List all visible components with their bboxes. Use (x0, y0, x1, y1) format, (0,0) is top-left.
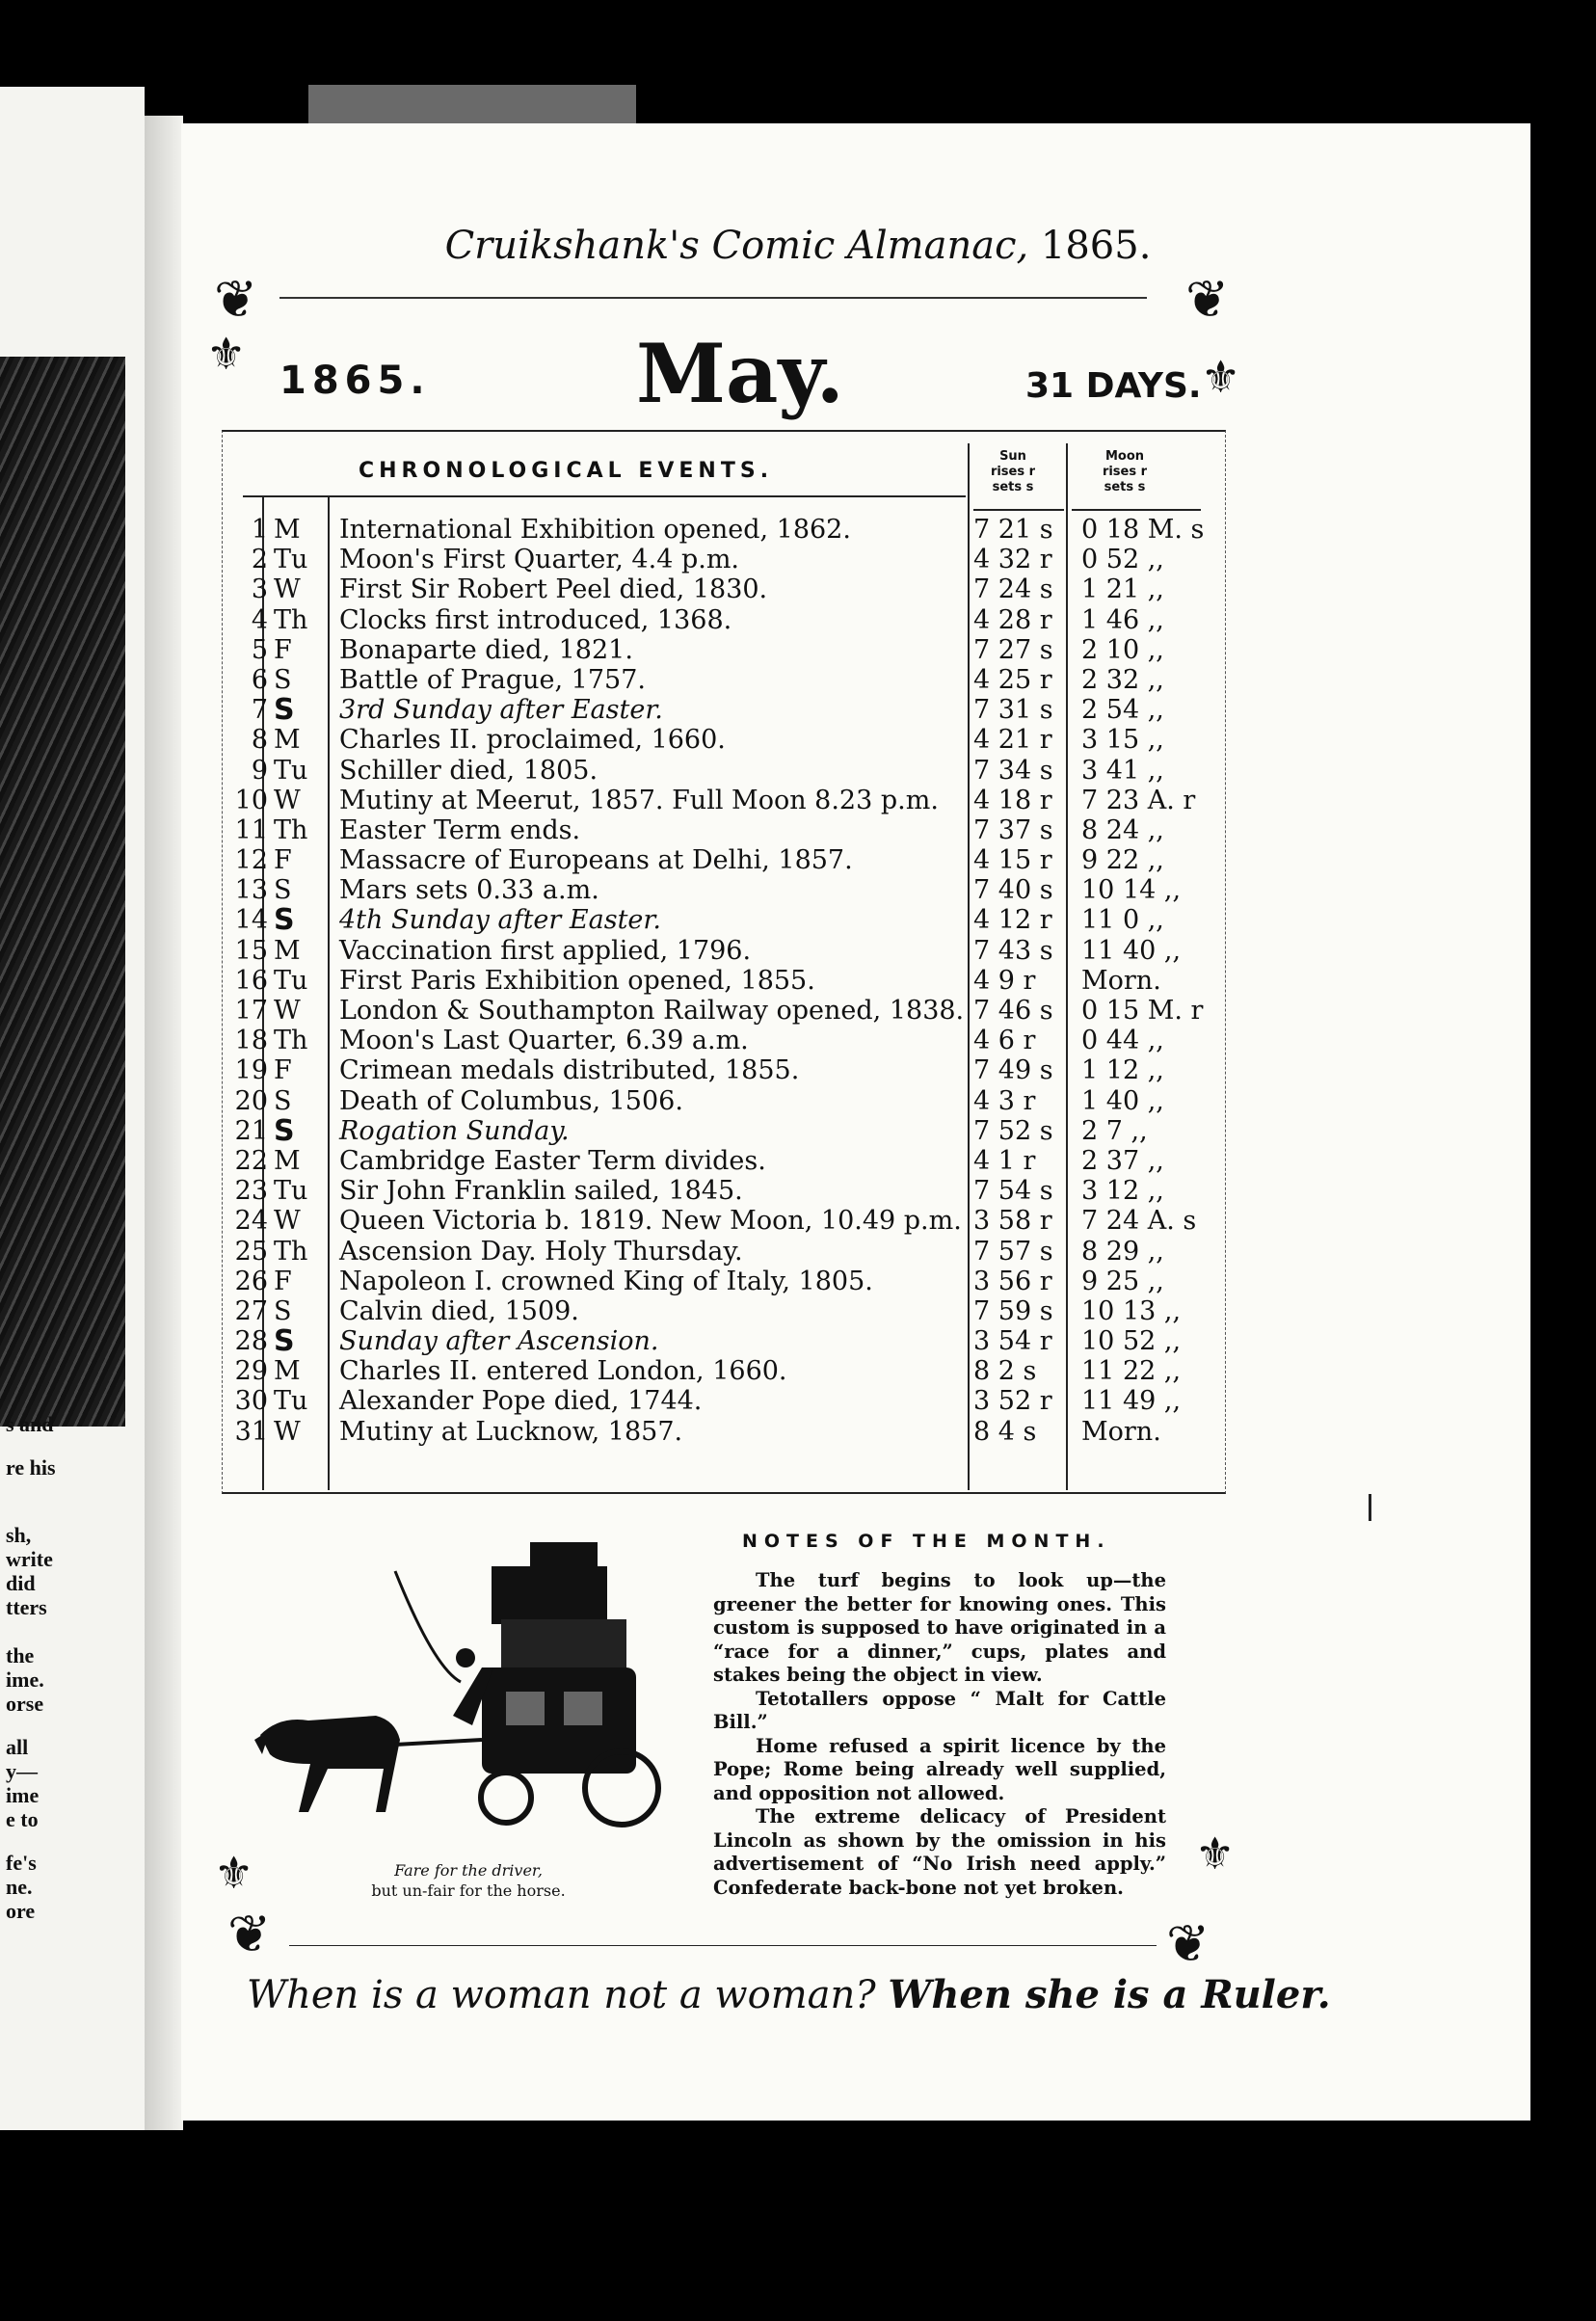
day-number: 31 (234, 1416, 268, 1447)
event-text: London & Southampton Railway opened, 1838. (339, 996, 965, 1026)
moon-time: Morn. (1081, 1416, 1161, 1447)
left-page-fragment: ne. (6, 1875, 33, 1899)
ornament-bottom-left-icon: ❦ (227, 1904, 272, 1964)
moon-time: 2 7 ,, (1081, 1115, 1148, 1146)
moon-column-header (1072, 449, 1178, 495)
moon-time: 3 15 ,, (1081, 725, 1164, 756)
event-text: Vaccination first applied, 1796. (339, 935, 752, 966)
day-number: 3 (251, 574, 268, 605)
left-page-illustration (0, 357, 125, 1427)
moon-time: 0 18 M. s (1081, 515, 1205, 545)
moon-time: 11 40 ,, (1081, 935, 1182, 966)
event-text: Moon's First Quarter, 4.4 p.m. (339, 545, 740, 575)
calendar-row (231, 756, 1234, 786)
day-number: 21 (234, 1115, 268, 1146)
weekday: F (274, 1055, 292, 1086)
day-number: 12 (234, 845, 268, 876)
event-text: Moon's Last Quarter, 6.39 a.m. (339, 1026, 749, 1056)
day-number: 6 (251, 664, 268, 695)
notes-of-the-month (713, 1569, 1166, 1900)
left-page-fragment: ime (6, 1783, 40, 1807)
calendar-row (231, 725, 1234, 755)
sun-header-line2: rises r (990, 465, 1036, 479)
calendar-row (231, 1206, 1234, 1236)
left-page-fragment: ore (6, 1899, 36, 1923)
moon-time: 9 22 ,, (1081, 845, 1164, 876)
calendar-row (231, 1055, 1234, 1085)
moon-time: 2 54 ,, (1081, 695, 1164, 726)
event-text: Alexander Pope died, 1744. (339, 1386, 703, 1417)
moon-time: 3 41 ,, (1081, 755, 1164, 786)
event-text: Battle of Prague, 1757. (339, 664, 646, 695)
left-page-fragment: s and (6, 1412, 54, 1436)
event-text: Rogation Sunday. (339, 1115, 570, 1146)
month-title: May. (636, 326, 844, 421)
ornament-top-left-icon: ❦ (214, 269, 258, 330)
fleur-bottom-left-icon: ⚜ (214, 1847, 254, 1899)
day-number: 10 (234, 785, 268, 815)
event-text: Easter Term ends. (339, 814, 581, 845)
calendar-row (231, 936, 1234, 966)
calendar-rows (231, 515, 1234, 1447)
event-text: Ascension Day. Holy Thursday. (339, 1236, 743, 1267)
calendar-row (231, 1146, 1234, 1176)
weekday: S (274, 693, 295, 728)
calendar-row (231, 515, 1234, 545)
footer-question: When is a woman not a woman? (247, 1973, 876, 2017)
day-number: 19 (234, 1055, 268, 1086)
moon-time: 0 44 ,, (1081, 1026, 1164, 1056)
event-text: Death of Columbus, 1506. (339, 1085, 683, 1116)
calendar-row (231, 605, 1234, 635)
day-number: 1 (251, 515, 268, 545)
calendar-row (231, 1086, 1234, 1116)
moon-header-rule (1072, 509, 1201, 511)
events-column-header: CHRONOLOGICAL EVENTS. (359, 459, 774, 483)
event-text: Mutiny at Lucknow, 1857. (339, 1416, 683, 1447)
day-number: 29 (234, 1356, 268, 1387)
day-number: 13 (234, 875, 268, 906)
weekday: W (274, 785, 301, 815)
sun-column-header (966, 449, 1060, 495)
day-number: 23 (234, 1176, 268, 1207)
sun-time: 3 56 r (973, 1266, 1052, 1296)
sun-time: 7 57 s (973, 1236, 1053, 1267)
moon-time: Morn. (1081, 965, 1161, 996)
moon-time: 11 49 ,, (1081, 1386, 1182, 1417)
calendar-row (231, 1176, 1234, 1206)
moon-time: 2 32 ,, (1081, 664, 1164, 695)
sun-time: 7 43 s (973, 935, 1053, 966)
sun-time: 3 54 r (973, 1326, 1052, 1357)
moon-time: 10 14 ,, (1081, 875, 1182, 906)
sun-time: 4 3 r (973, 1085, 1036, 1116)
weekday: Tu (274, 545, 308, 575)
moon-time: 1 21 ,, (1081, 574, 1164, 605)
day-number: 27 (234, 1295, 268, 1326)
weekday: Tu (274, 965, 308, 996)
day-number: 22 (234, 1145, 268, 1176)
ornament-bottom-right-icon: ❦ (1166, 1913, 1210, 1974)
event-text: First Paris Exhibition opened, 1855. (339, 965, 815, 996)
weekday: Tu (274, 1176, 308, 1207)
calendar-row (231, 845, 1234, 875)
calendar-row (231, 875, 1234, 905)
moon-time: 0 52 ,, (1081, 545, 1164, 575)
event-text: Clocks first introduced, 1368. (339, 604, 732, 635)
moon-time: 1 46 ,, (1081, 604, 1164, 635)
calendar-row (231, 574, 1234, 604)
notes-paragraph: Tetotallers oppose “ Malt for Cattle Bill.” (713, 1687, 1166, 1733)
calendar-row (231, 1026, 1234, 1055)
sun-header-rule (973, 509, 1064, 511)
weekday: S (274, 1113, 295, 1148)
fleur-left-icon: ⚜ (206, 328, 247, 380)
day-number: 11 (234, 814, 268, 845)
day-number: 7 (251, 695, 268, 726)
sun-time: 4 32 r (973, 545, 1052, 575)
sun-time: 4 15 r (973, 845, 1052, 876)
weekday: M (274, 1356, 301, 1387)
weekday: Th (274, 1026, 308, 1056)
sun-header-line1: Sun (999, 449, 1026, 464)
margin-mark (1369, 1494, 1371, 1521)
moon-time: 10 13 ,, (1081, 1295, 1182, 1326)
day-number: 15 (234, 935, 268, 966)
calendar-row (231, 996, 1234, 1026)
weekday: W (274, 1206, 301, 1237)
moon-header-line2: rises r (1102, 465, 1148, 479)
event-text: Sunday after Ascension. (339, 1326, 659, 1357)
event-text: Calvin died, 1509. (339, 1295, 579, 1326)
event-text: Charles II. proclaimed, 1660. (339, 725, 726, 756)
day-number: 16 (234, 965, 268, 996)
calendar-row (231, 545, 1234, 574)
table-bottom-rule (243, 1492, 1207, 1494)
moon-time: 2 37 ,, (1081, 1145, 1164, 1176)
running-head (0, 224, 1596, 268)
calendar-row (231, 786, 1234, 815)
day-number: 2 (251, 545, 268, 575)
sun-time: 8 4 s (973, 1416, 1037, 1447)
left-page-fragment: e to (6, 1807, 39, 1831)
weekday: S (274, 1085, 292, 1116)
event-text: Bonaparte died, 1821. (339, 634, 633, 665)
left-page-fragment: the (6, 1643, 35, 1667)
notes-paragraph: The extreme delicacy of President Lincoln as shown by the omission in his advertisement of “No Irish need apply.” Confederate back-bone not yet broken. (713, 1805, 1166, 1899)
calendar-row (231, 1267, 1234, 1296)
weekday: M (274, 935, 301, 966)
event-text: Mars sets 0.33 a.m. (339, 875, 599, 906)
event-text: First Sir Robert Peel died, 1830. (339, 574, 768, 605)
moon-time: 7 23 A. r (1081, 785, 1196, 815)
weekday: M (274, 1145, 301, 1176)
moon-time: 10 52 ,, (1081, 1326, 1182, 1357)
days-count: 31 DAYS. (1025, 366, 1202, 406)
sun-time: 3 52 r (973, 1386, 1052, 1417)
event-text: 4th Sunday after Easter. (339, 905, 661, 936)
weekday: Tu (274, 1386, 308, 1417)
day-number: 9 (251, 755, 268, 786)
weekday: F (274, 634, 292, 665)
left-page-fragment: fe's (6, 1851, 37, 1875)
day-number: 14 (234, 905, 268, 936)
sun-time: 4 1 r (973, 1145, 1036, 1176)
sun-time: 7 54 s (973, 1176, 1053, 1207)
calendar-row (231, 966, 1234, 996)
calendar-row (231, 1386, 1234, 1416)
day-number: 18 (234, 1026, 268, 1056)
moon-time: 7 24 A. s (1081, 1206, 1197, 1237)
calendar-row (231, 693, 1234, 728)
day-number: 5 (251, 634, 268, 665)
weekday: W (274, 574, 301, 605)
day-number: 25 (234, 1236, 268, 1267)
moon-header-line3: sets s (1104, 480, 1146, 494)
sun-time: 4 25 r (973, 664, 1052, 695)
sun-time: 7 49 s (973, 1055, 1053, 1086)
event-text: Mutiny at Meerut, 1857. Full Moon 8.23 p.m. (339, 785, 939, 815)
event-text: Massacre of Europeans at Delhi, 1857. (339, 845, 853, 876)
sun-time: 4 12 r (973, 905, 1052, 936)
weekday: S (274, 903, 295, 938)
sun-time: 7 24 s (973, 574, 1053, 605)
day-number: 30 (234, 1386, 268, 1417)
left-page-fragment: tters (6, 1595, 47, 1619)
moon-time: 0 15 M. r (1081, 996, 1204, 1026)
sun-header-line3: sets s (992, 480, 1034, 494)
moon-time: 8 29 ,, (1081, 1236, 1164, 1267)
calendar-row (231, 1296, 1234, 1326)
notes-paragraph: Home refused a spirit licence by the Pope; Rome being already well supplied, and opposition not allowed. (713, 1734, 1166, 1804)
sun-time: 4 18 r (973, 785, 1052, 815)
sun-time: 8 2 s (973, 1356, 1037, 1387)
footer-riddle (247, 1972, 1331, 2017)
event-text: Schiller died, 1805. (339, 755, 598, 786)
weekday: S (274, 1324, 295, 1359)
footer-answer: When she is a Ruler. (888, 1972, 1331, 2017)
moon-time: 11 22 ,, (1081, 1356, 1182, 1387)
weekday: Th (274, 604, 308, 635)
event-text: Cambridge Easter Term divides. (339, 1145, 766, 1176)
sun-time: 7 21 s (973, 515, 1053, 545)
sun-time: 4 28 r (973, 604, 1052, 635)
weekday: S (274, 664, 292, 695)
left-facing-page (0, 87, 145, 2130)
sun-time: 4 9 r (973, 965, 1036, 996)
moon-time: 1 40 ,, (1081, 1085, 1164, 1116)
sun-time: 7 46 s (973, 996, 1053, 1026)
moon-time: 3 12 ,, (1081, 1176, 1164, 1207)
weekday: S (274, 1295, 292, 1326)
weekday: F (274, 1266, 292, 1296)
left-page-fragment: orse (6, 1692, 44, 1716)
bottom-rule (289, 1945, 1157, 1946)
weekday: M (274, 515, 301, 545)
moon-header-line1: Moon (1104, 449, 1145, 464)
sun-time: 7 52 s (973, 1115, 1053, 1146)
weekday: M (274, 725, 301, 756)
calendar-row (231, 903, 1234, 938)
event-text: Napoleon I. crowned King of Italy, 1805. (339, 1266, 873, 1296)
events-header-rule (243, 495, 966, 497)
calendar-row (231, 665, 1234, 695)
caption-line2: but un-fair for the horse. (371, 1881, 566, 1900)
sun-time: 7 27 s (973, 634, 1053, 665)
moon-time: 1 12 ,, (1081, 1055, 1164, 1086)
day-number: 20 (234, 1085, 268, 1116)
weekday: Th (274, 814, 308, 845)
calendar-row (231, 1237, 1234, 1267)
weekday: F (274, 845, 292, 876)
binding-tab (308, 85, 636, 123)
moon-time: 11 0 ,, (1081, 905, 1164, 936)
sun-time: 4 6 r (973, 1026, 1036, 1056)
event-text: Sir John Franklin sailed, 1845. (339, 1176, 743, 1207)
book-gutter (145, 116, 183, 2130)
event-text: 3rd Sunday after Easter. (339, 695, 663, 726)
notes-title: NOTES OF THE MONTH. (742, 1531, 1111, 1552)
event-text: International Exhibition opened, 1862. (339, 515, 851, 545)
sun-time: 7 37 s (973, 814, 1053, 845)
moon-time: 8 24 ,, (1081, 814, 1164, 845)
sun-time: 7 40 s (973, 875, 1053, 906)
running-head-year: 1865. (1040, 224, 1152, 268)
header-rule (279, 297, 1147, 299)
sun-time: 7 31 s (973, 695, 1053, 726)
sun-time: 7 59 s (973, 1295, 1053, 1326)
day-number: 26 (234, 1266, 268, 1296)
notes-paragraph: The turf begins to look up—the greener the better for knowing ones. This custom is supposed to have originated in a “race for a dinner,” cups, plates and stakes being the object in view. (713, 1569, 1166, 1686)
day-number: 28 (234, 1326, 268, 1357)
calendar-row (231, 1356, 1234, 1386)
day-number: 17 (234, 996, 268, 1026)
day-number: 8 (251, 725, 268, 756)
fleur-bottom-right-icon: ⚜ (1195, 1827, 1236, 1880)
calendar-row (231, 1113, 1234, 1148)
event-text: Crimean medals distributed, 1855. (339, 1055, 800, 1086)
ornament-top-right-icon: ❦ (1185, 269, 1230, 330)
left-page-fragment: ime. (6, 1667, 44, 1692)
weekday: W (274, 996, 301, 1026)
left-page-fragment: y— (6, 1759, 38, 1783)
sun-time: 3 58 r (973, 1206, 1052, 1237)
calendar-row (231, 1417, 1234, 1447)
day-number: 4 (251, 604, 268, 635)
event-text: Charles II. entered London, 1660. (339, 1356, 787, 1387)
left-page-fragment: write (6, 1547, 53, 1571)
moon-time: 2 10 ,, (1081, 634, 1164, 665)
caption-line1: Fare for the driver, (394, 1861, 543, 1880)
left-page-fragment: all (6, 1735, 29, 1759)
illustration-caption (324, 1860, 613, 1901)
stagecoach-illustration (241, 1523, 694, 1851)
moon-time: 9 25 ,, (1081, 1266, 1164, 1296)
left-page-fragment: re his (6, 1455, 56, 1480)
fleur-right-icon: ⚜ (1201, 351, 1241, 403)
left-page-fragment: did (6, 1571, 36, 1595)
event-text: Queen Victoria b. 1819. New Moon, 10.49 p.m. (339, 1206, 962, 1237)
weekday: Th (274, 1236, 308, 1267)
sun-time: 7 34 s (973, 755, 1053, 786)
weekday: Tu (274, 755, 308, 786)
running-head-title: Cruikshank's Comic Almanac, (444, 224, 1029, 268)
calendar-row (231, 1324, 1234, 1359)
weekday: W (274, 1416, 301, 1447)
left-page-fragment: sh, (6, 1523, 32, 1547)
day-number: 24 (234, 1206, 268, 1237)
weekday: S (274, 875, 292, 906)
sun-time: 4 21 r (973, 725, 1052, 756)
header-year: 1865. (279, 359, 431, 403)
calendar-row (231, 635, 1234, 665)
calendar-row (231, 815, 1234, 845)
